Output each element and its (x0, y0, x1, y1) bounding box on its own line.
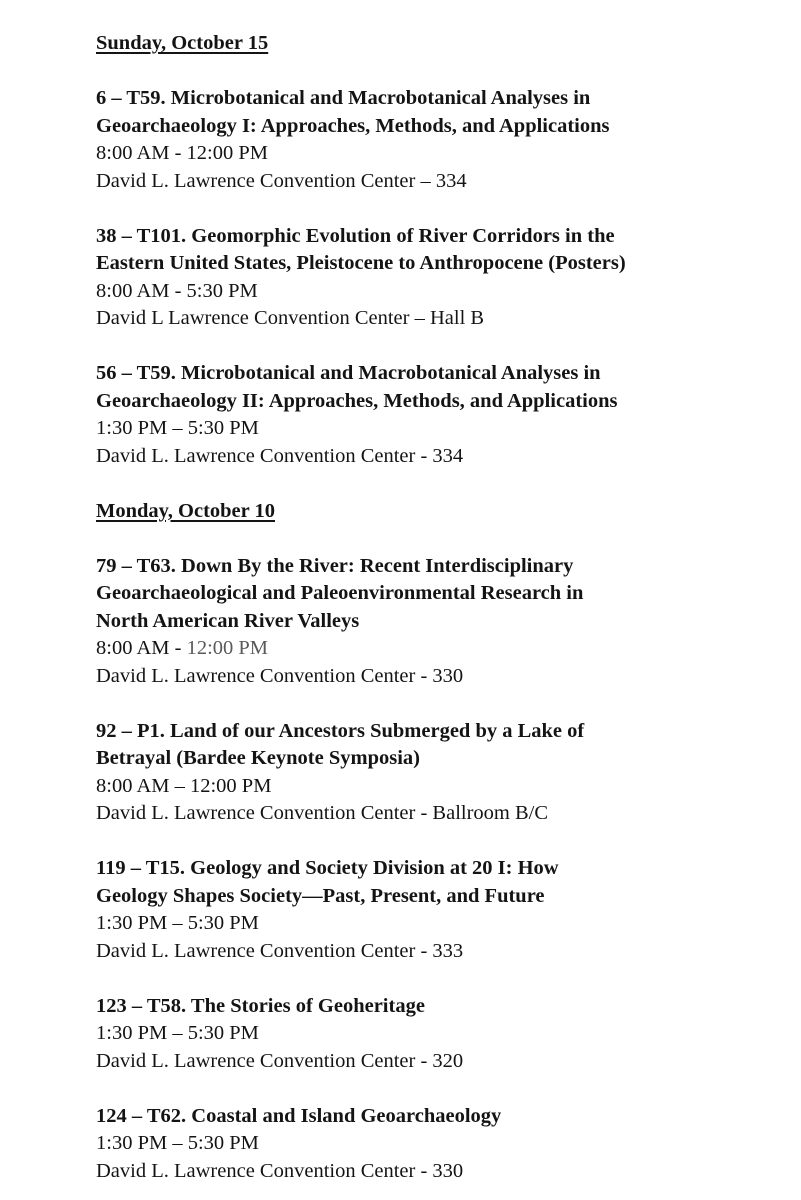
session-location: David L. Lawrence Convention Center - 330 (96, 664, 464, 687)
spacer (96, 828, 786, 856)
session-location: David L. Lawrence Convention Center - 330 (96, 1159, 464, 1182)
session-time: 8:00 AM – 12:00 PM (96, 774, 272, 797)
session-time: 1:30 PM – 5:30 PM (96, 417, 259, 439)
schedule-document (96, 30, 786, 1185)
spacer (96, 58, 786, 86)
session-92 (96, 718, 786, 828)
spacer (96, 470, 786, 498)
spacer (96, 333, 786, 361)
session-119 (96, 855, 786, 965)
session-title: 119 – T15. Geology and Society Division at 20 I: How (96, 857, 559, 879)
session-124 (96, 1103, 786, 1186)
session-title: 92 – P1. Land of our Ancestors Submerged by a Lake of (96, 719, 585, 742)
spacer (96, 195, 786, 223)
session-time: 8:00 AM - 5:30 PM (96, 279, 258, 302)
session-79 (96, 553, 786, 691)
session-location: David L. Lawrence Convention Center - 333 (96, 939, 464, 962)
session-time: 1:30 PM – 5:30 PM (96, 1022, 259, 1044)
session-123 (96, 993, 786, 1076)
session-title: Geology Shapes Society—Past, Present, and Future (96, 884, 545, 907)
session-6 (96, 85, 786, 195)
session-title: 124 – T62. Coastal and Island Geoarchaeology (96, 1104, 502, 1127)
session-location: David L Lawrence Convention Center – Hall B (96, 307, 485, 329)
session-time-start: 8:00 AM - (96, 637, 187, 659)
session-time: 1:30 PM – 5:30 PM (96, 1132, 259, 1154)
session-title: Geoarchaeology II: Approaches, Methods, and Applications (96, 389, 618, 412)
day-heading-monday: Monday, October 10 (96, 499, 275, 522)
session-title: Betrayal (Bardee Keynote Symposia) (96, 747, 420, 769)
session-title: Geoarchaeological and Paleoenvironmental Research in (96, 582, 584, 604)
spacer (96, 1075, 786, 1103)
day-heading-sunday: Sunday, October 15 (96, 32, 269, 54)
session-title: 6 – T59. Microbotanical and Macrobotanical Analyses in (96, 87, 591, 109)
spacer (96, 965, 786, 993)
session-title: 123 – T58. The Stories of Geoheritage (96, 994, 425, 1017)
session-time (96, 635, 786, 663)
session-title: 38 – T101. Geomorphic Evolution of River Corridors in the (96, 224, 615, 247)
session-title: Eastern United States, Pleistocene to Anthropocene (Posters) (96, 252, 626, 274)
session-time: 8:00 AM - 12:00 PM (96, 142, 268, 164)
session-56 (96, 360, 786, 470)
spacer (96, 690, 786, 718)
spacer (96, 525, 786, 553)
session-location: David L. Lawrence Convention Center - 320 (96, 1049, 464, 1072)
session-location: David L. Lawrence Convention Center - 334 (96, 444, 464, 467)
session-38 (96, 223, 786, 333)
session-time-end: 12:00 PM (186, 637, 269, 659)
session-title: Geoarchaeology I: Approaches, Methods, and Applications (96, 114, 610, 137)
session-time: 1:30 PM – 5:30 PM (96, 912, 259, 934)
session-title: North American River Valleys (96, 609, 360, 632)
session-title: 56 – T59. Microbotanical and Macrobotanical Analyses in (96, 362, 601, 384)
session-location: David L. Lawrence Convention Center - Ballroom B/C (96, 802, 549, 824)
session-title: 79 – T63. Down By the River: Recent Interdisciplinary (96, 554, 574, 577)
session-location: David L. Lawrence Convention Center – 334 (96, 169, 467, 192)
